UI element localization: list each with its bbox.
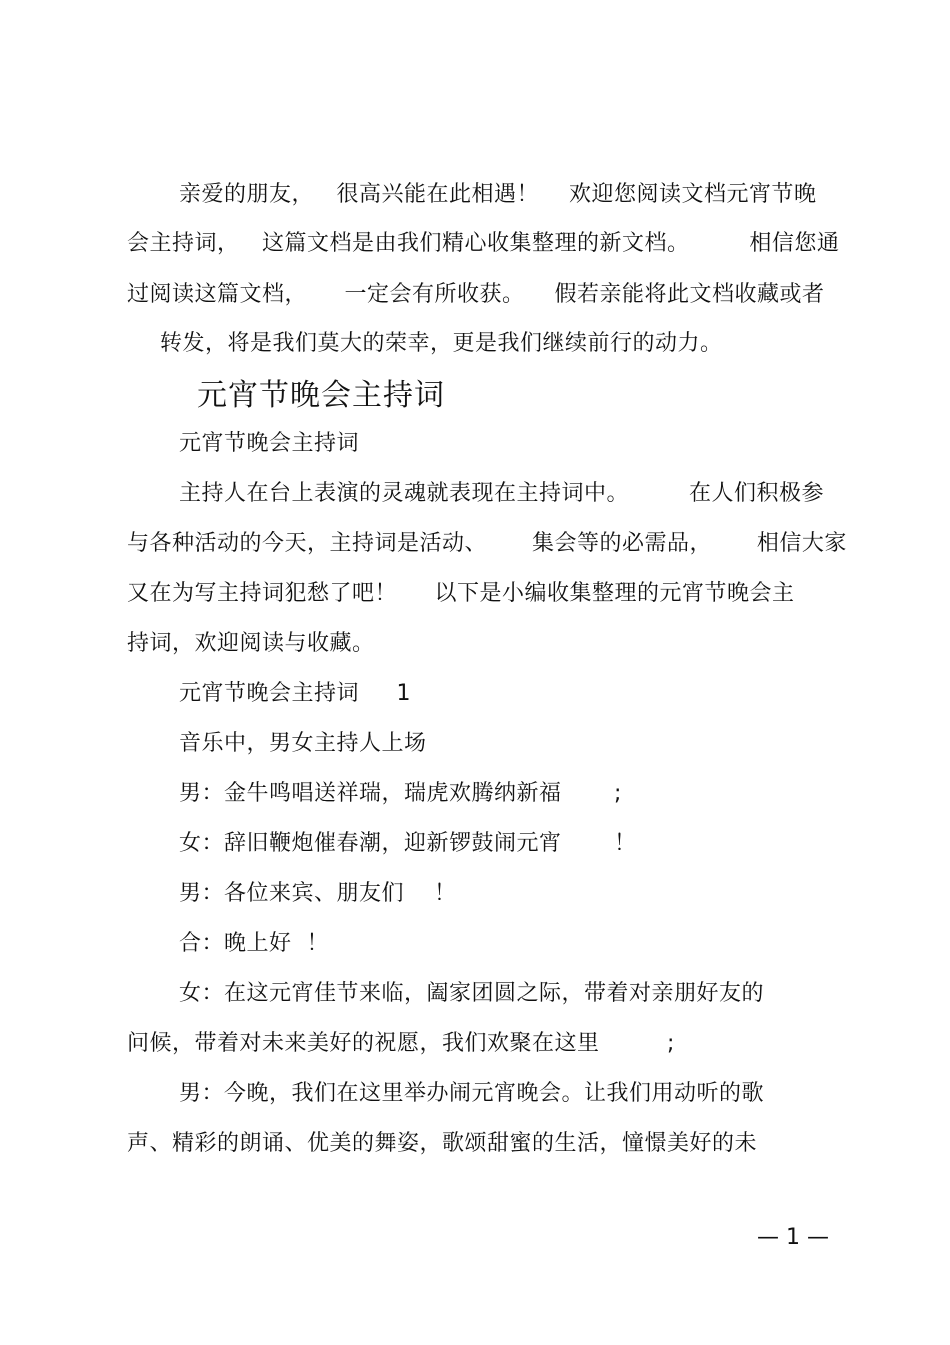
intro-line-1: 亲爱的朋友， 很高兴能在此相遇！ 欢迎您阅读文档元宵节晚	[179, 182, 817, 207]
page-number: — 1 —	[757, 1225, 829, 1250]
paragraph-line-4: 持词，欢迎阅读与收藏。	[127, 631, 375, 656]
section-heading: 元宵节晚会主持词 1	[179, 681, 411, 706]
document-title: 元宵节晚会主持词	[197, 378, 445, 413]
script-line: 问候，带着对未来美好的祝愿，我们欢聚在这里 ;	[127, 1031, 675, 1056]
script-line: 男：今晚，我们在这里举办闹元宵晚会。让我们用动听的歌	[179, 1081, 765, 1106]
paragraph-line-2: 与各种活动的今天，主持词是活动、 集会等的必需品， 相信大家	[127, 531, 847, 556]
paragraph-line-3: 又在为写主持词犯愁了吧！ 以下是小编收集整理的元宵节晚会主	[127, 581, 795, 606]
script-line: 合：晚上好 ！	[179, 931, 329, 956]
script-line: 女：在这元宵佳节来临，阖家团圆之际，带着对亲朋好友的	[179, 981, 765, 1006]
intro-line-4: 转发，将是我们莫大的荣幸，更是我们继续前行的动力。	[160, 331, 723, 356]
script-line: 男：金牛鸣唱送祥瑞，瑞虎欢腾纳新福 ;	[179, 781, 622, 806]
intro-line-2: 会主持词， 这篇文档是由我们精心收集整理的新文档。 相信您通	[127, 231, 840, 256]
script-line: 女：辞旧鞭炮催春潮，迎新锣鼓闹元宵 ！	[179, 831, 637, 856]
script-line: 男：各位来宾、朋友们 ！	[179, 881, 457, 906]
intro-line-3: 过阅读这篇文档， 一定会有所收获。 假若亲能将此文档收藏或者	[127, 282, 825, 307]
script-line: 音乐中，男女主持人上场	[179, 731, 427, 756]
document-subtitle: 元宵节晚会主持词	[179, 431, 360, 456]
script-line: 声、精彩的朗诵、优美的舞姿，歌颂甜蜜的生活，憧憬美好的未	[127, 1131, 758, 1156]
paragraph-line-1: 主持人在台上表演的灵魂就表现在主持词中。 在人们积极参	[179, 481, 824, 506]
